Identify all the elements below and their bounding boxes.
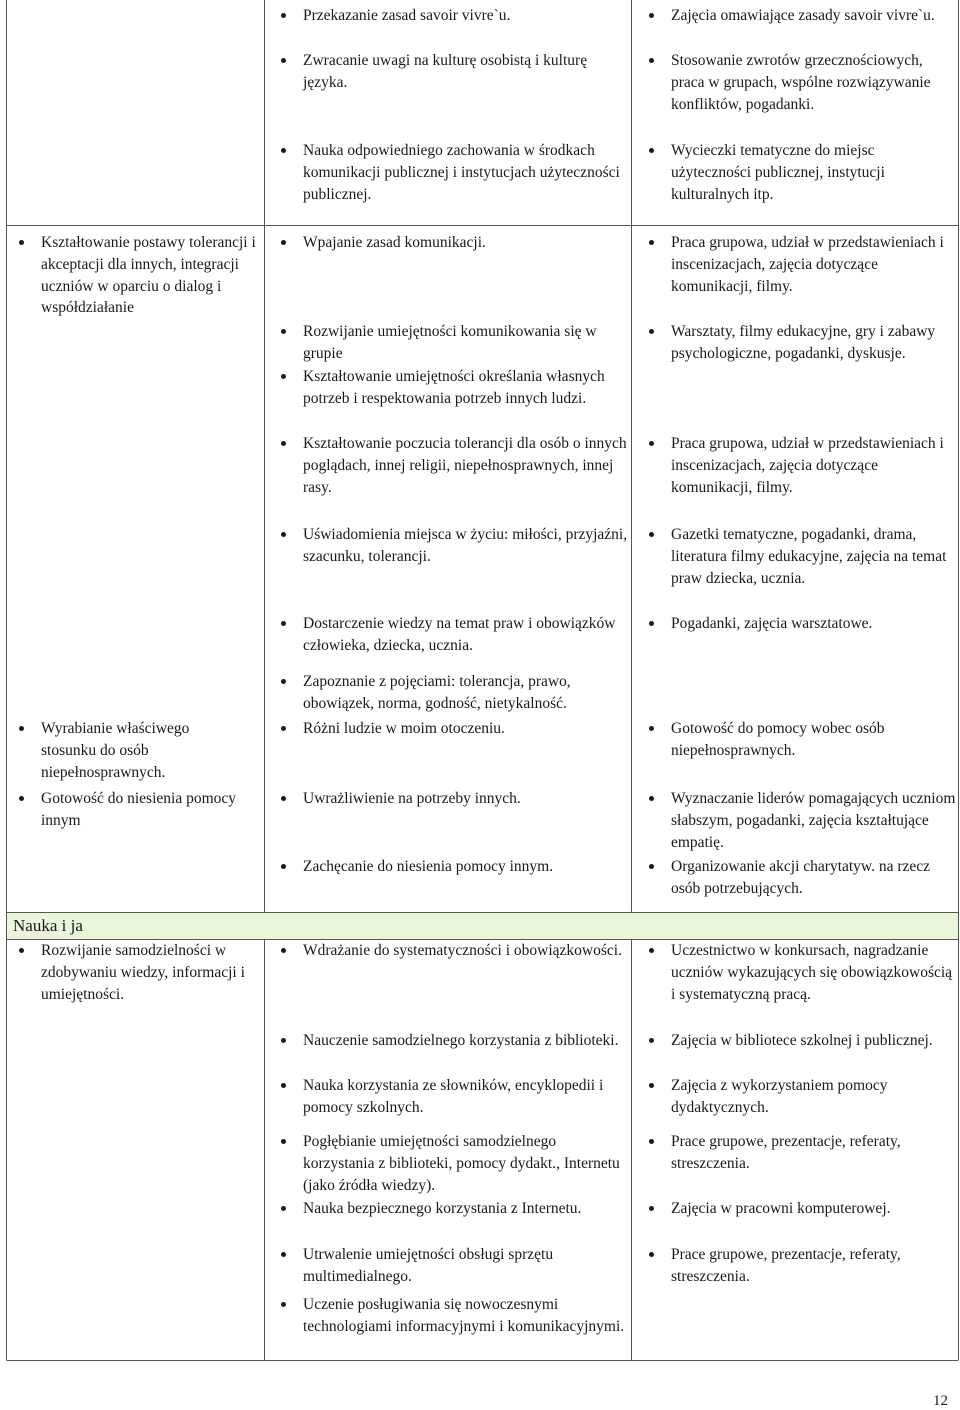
- list-item: Pogłębianie umiejętności samodzielnego korzystania z biblioteki, pomocy dydakt., Internetu (jako źródła wiedzy).: [303, 1131, 628, 1196]
- list-item: Prace grupowe, prezentacje, referaty, streszczenia.: [671, 1131, 956, 1175]
- list-item: Zwracanie uwagi na kulturę osobistą i kulturę języka.: [303, 50, 628, 94]
- list-item: Wycieczki tematyczne do miejsc użyteczności publicznej, instytucji kulturalnych itp.: [671, 140, 946, 205]
- list-item: Różni ludzie w moim otoczeniu.: [303, 718, 628, 740]
- goal-item: Gotowość do niesienia pomocy innym: [41, 788, 241, 832]
- list-item: Wyznaczanie liderów pomagających uczniom słabszym, pogadanki, zajęcia kształtujące empatię.: [671, 788, 956, 853]
- list-item: Praca grupowa, udział w przedstawieniach i inscenizacjach, zajęcia dotyczące komunikacji, filmy.: [671, 232, 956, 297]
- list-item: Pogadanki, zajęcia warsztatowe.: [671, 613, 956, 635]
- list-item: Warsztaty, filmy edukacyjne, gry i zabawy psychologiczne, pogadanki, dyskusje.: [671, 321, 956, 365]
- list-item: Dostarczenie wiedzy na temat praw i obowiązków człowieka, dziecka, ucznia.: [303, 613, 628, 657]
- list-item: Zajęcia w bibliotece szkolnej i publicznej.: [671, 1030, 956, 1052]
- list-item: Zajęcia z wykorzystaniem pomocy dydaktycznych.: [671, 1075, 956, 1119]
- list-item: Rozwijanie umiejętności komunikowania się w grupie: [303, 321, 628, 365]
- list-item: Przekazanie zasad savoir vivre`u.: [303, 5, 628, 27]
- list-item: Kształtowanie poczucia tolerancji dla osób o innych poglądach, innej religii, niepełnosprawnych, innej rasy.: [303, 433, 628, 498]
- list-item: Zachęcanie do niesienia pomocy innym.: [303, 856, 628, 878]
- list-item: Uświadomienia miejsca w życiu: miłości, przyjaźni, szacunku, tolerancji.: [303, 524, 628, 568]
- list-item: Organizowanie akcji charytatyw. na rzecz osób potrzebujących.: [671, 856, 956, 900]
- goal-item: Wyrabianie właściwego stosunku do osób niepełnosprawnych.: [41, 718, 241, 783]
- list-item: Zapoznanie z pojęciami: tolerancja, prawo, obowiązek, norma, godność, nietykalność.: [303, 671, 628, 715]
- list-item: Gotowość do pomocy wobec osób niepełnosprawnych.: [671, 718, 956, 762]
- list-item: Uczenie posługiwania się nowoczesnymi technologiami informacyjnymi i komunikacyjnymi.: [303, 1294, 628, 1338]
- list-item: Wpajanie zasad komunikacji.: [303, 232, 628, 254]
- list-item: Stosowanie zwrotów grzecznościowych, praca w grupach, wspólne rozwiązywanie konfliktów, pogadanki.: [671, 50, 956, 115]
- list-item: Nauka bezpiecznego korzystania z Internetu.: [303, 1198, 628, 1220]
- list-item: Utrwalenie umiejętności obsługi sprzętu multimedialnego.: [303, 1244, 628, 1288]
- list-item: Uwrażliwienie na potrzeby innych.: [303, 788, 628, 810]
- list-item: Nauka odpowiedniego zachowania w środkach komunikacji publicznej i instytucjach użyteczności publicznej.: [303, 140, 628, 205]
- list-item: Nauka korzystania ze słowników, encyklopedii i pomocy szkolnych.: [303, 1075, 628, 1119]
- goal-item: Kształtowanie postawy tolerancji i akceptacji dla innych, integracji uczniów w oparciu o dialog i współdziałanie: [41, 232, 263, 319]
- list-item: Nauczenie samodzielnego korzystania z biblioteki.: [303, 1030, 628, 1052]
- section-title: Nauka i ja: [13, 916, 83, 935]
- list-item: Zajęcia omawiające zasady savoir vivre`u.: [671, 5, 951, 27]
- list-item: Wdrażanie do systematyczności i obowiązkowości.: [303, 940, 628, 962]
- page-number: 12: [933, 1393, 948, 1409]
- list-item: Zajęcia w pracowni komputerowej.: [671, 1198, 956, 1220]
- list-item: Prace grupowe, prezentacje, referaty, streszczenia.: [671, 1244, 956, 1288]
- list-item: Uczestnictwo w konkursach, nagradzanie uczniów wykazujących się obowiązkowością i systematyczną pracą.: [671, 940, 956, 1005]
- section-header-background: [7, 913, 959, 939]
- list-item: Praca grupowa, udział w przedstawieniach i inscenizacjach, zajęcia dotyczące komunikacji, filmy.: [671, 433, 956, 498]
- list-item: Kształtowanie umiejętności określania własnych potrzeb i respektowania potrzeb innych ludzi.: [303, 366, 628, 410]
- list-item: Gazetki tematyczne, pogadanki, drama, literatura filmy edukacyjne, zajęcia na temat praw dziecka, ucznia.: [671, 524, 956, 589]
- goal-item: Rozwijanie samodzielności w zdobywaniu wiedzy, informacji i umiejętności.: [41, 940, 256, 1005]
